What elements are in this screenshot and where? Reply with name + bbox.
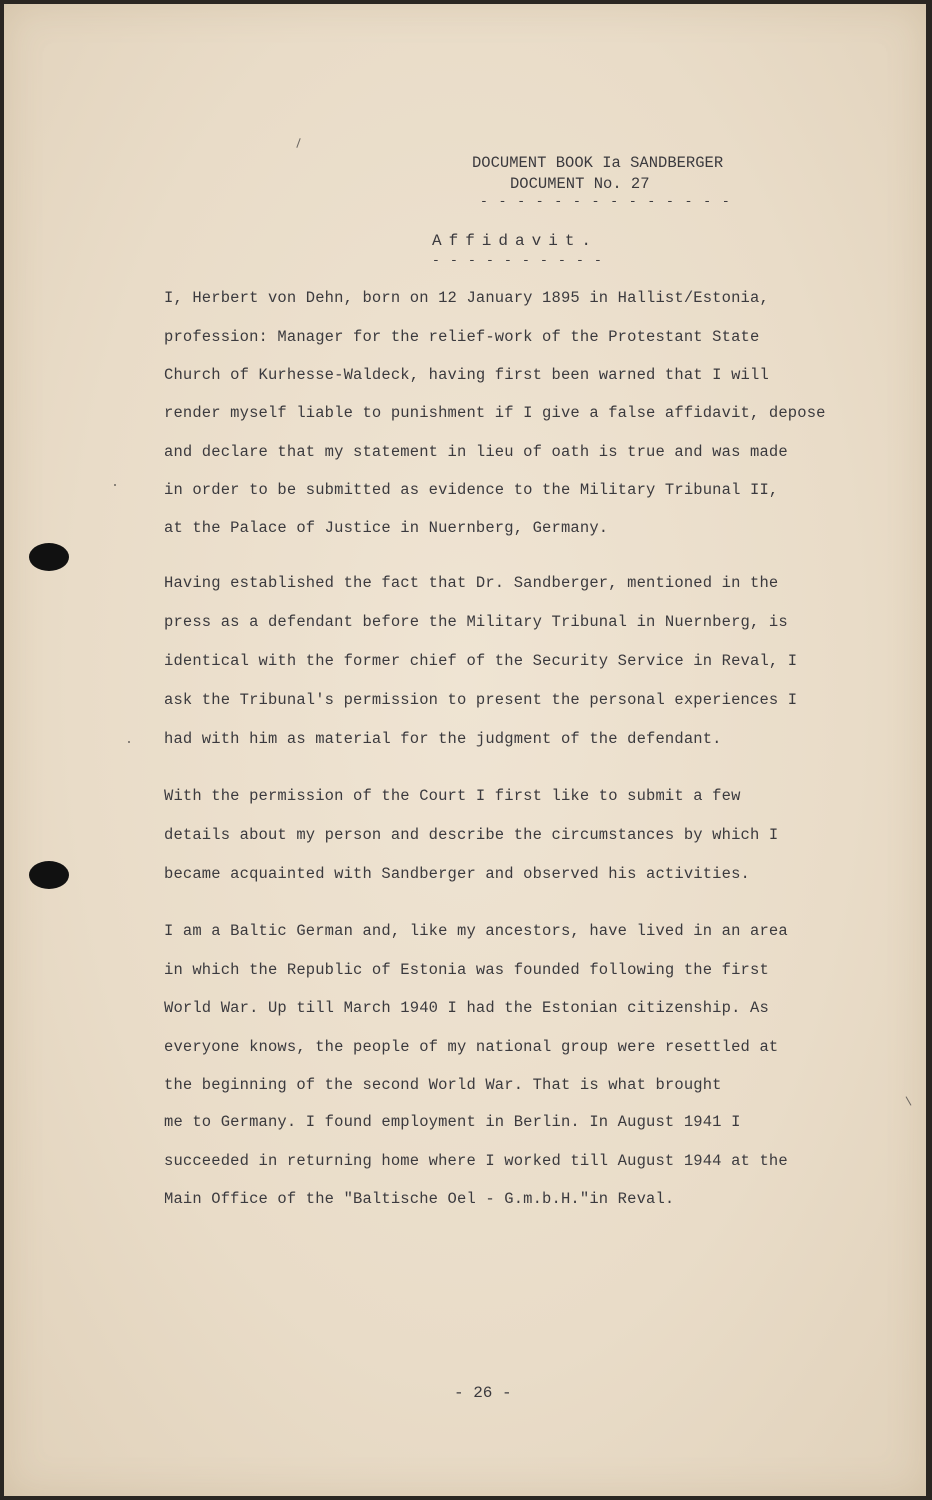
paragraph-2-line-4: ask the Tribunal's permission to present the personal experiences I bbox=[164, 691, 798, 709]
document-number-header: DOCUMENT No. 27 bbox=[510, 175, 650, 193]
paragraph-4-line-5: the beginning of the second World War. That is what brought bbox=[164, 1076, 722, 1094]
paragraph-1-line-6: in order to be submitted as evidence to the Military Tribunal II, bbox=[164, 481, 779, 499]
paragraph-1-line-1: I, Herbert von Dehn, born on 12 January 1895 in Hallist/Estonia, bbox=[164, 289, 769, 307]
paragraph-2-line-1: Having established the fact that Dr. Sandberger, mentioned in the bbox=[164, 574, 779, 592]
stray-mark bbox=[906, 1096, 912, 1105]
punch-hole-bottom bbox=[29, 861, 69, 889]
paragraph-4-line-4: everyone knows, the people of my national group were resettled at bbox=[164, 1038, 779, 1056]
paragraph-1-line-7: at the Palace of Justice in Nuernberg, Germany. bbox=[164, 519, 609, 537]
paragraph-4-line-1: I am a Baltic German and, like my ancestors, have lived in an area bbox=[164, 922, 788, 940]
paragraph-2-line-2: press as a defendant before the Military Tribunal in Nuernberg, is bbox=[164, 613, 788, 631]
paragraph-1-line-2: profession: Manager for the relief-work of the Protestant State bbox=[164, 328, 760, 346]
document-book-header: DOCUMENT BOOK Ia SANDBERGER bbox=[472, 154, 724, 172]
paragraph-2-line-5: had with him as material for the judgment of the defendant. bbox=[164, 730, 722, 748]
paragraph-1-line-3: Church of Kurhesse-Waldeck, having first been warned that I will bbox=[164, 366, 769, 384]
stray-mark bbox=[128, 741, 130, 743]
affidavit-title: Affidavit. bbox=[432, 232, 599, 250]
paragraph-4-line-3: World War. Up till March 1940 I had the Estonian citizenship. As bbox=[164, 999, 769, 1017]
paragraph-3-line-1: With the permission of the Court I first like to submit a few bbox=[164, 787, 741, 805]
paragraph-4-line-7: succeeded in returning home where I worked till August 1944 at the bbox=[164, 1152, 788, 1170]
paragraph-4-line-6: me to Germany. I found employment in Berlin. In August 1941 I bbox=[164, 1113, 741, 1131]
paragraph-4-line-2: in which the Republic of Estonia was founded following the first bbox=[164, 961, 769, 979]
paragraph-1-line-4: render myself liable to punishment if I give a false affidavit, depose bbox=[164, 404, 826, 422]
punch-hole-top bbox=[29, 543, 69, 571]
document-page bbox=[4, 4, 926, 1496]
title-underline: - - - - - - - - - - bbox=[432, 253, 604, 268]
paragraph-4-line-8: Main Office of the "Baltische Oel - G.m.b.H."in Reval. bbox=[164, 1190, 675, 1208]
paragraph-3-line-3: became acquainted with Sandberger and observed his activities. bbox=[164, 865, 750, 883]
stray-mark bbox=[296, 138, 300, 148]
paragraph-1-line-5: and declare that my statement in lieu of oath is true and was made bbox=[164, 443, 788, 461]
stray-mark bbox=[114, 484, 116, 486]
paragraph-3-line-2: details about my person and describe the circumstances by which I bbox=[164, 826, 779, 844]
page-number: - 26 - bbox=[454, 1384, 512, 1402]
paragraph-2-line-3: identical with the former chief of the Security Service in Reval, I bbox=[164, 652, 798, 670]
header-rule: - - - - - - - - - - - - - - bbox=[480, 194, 732, 209]
